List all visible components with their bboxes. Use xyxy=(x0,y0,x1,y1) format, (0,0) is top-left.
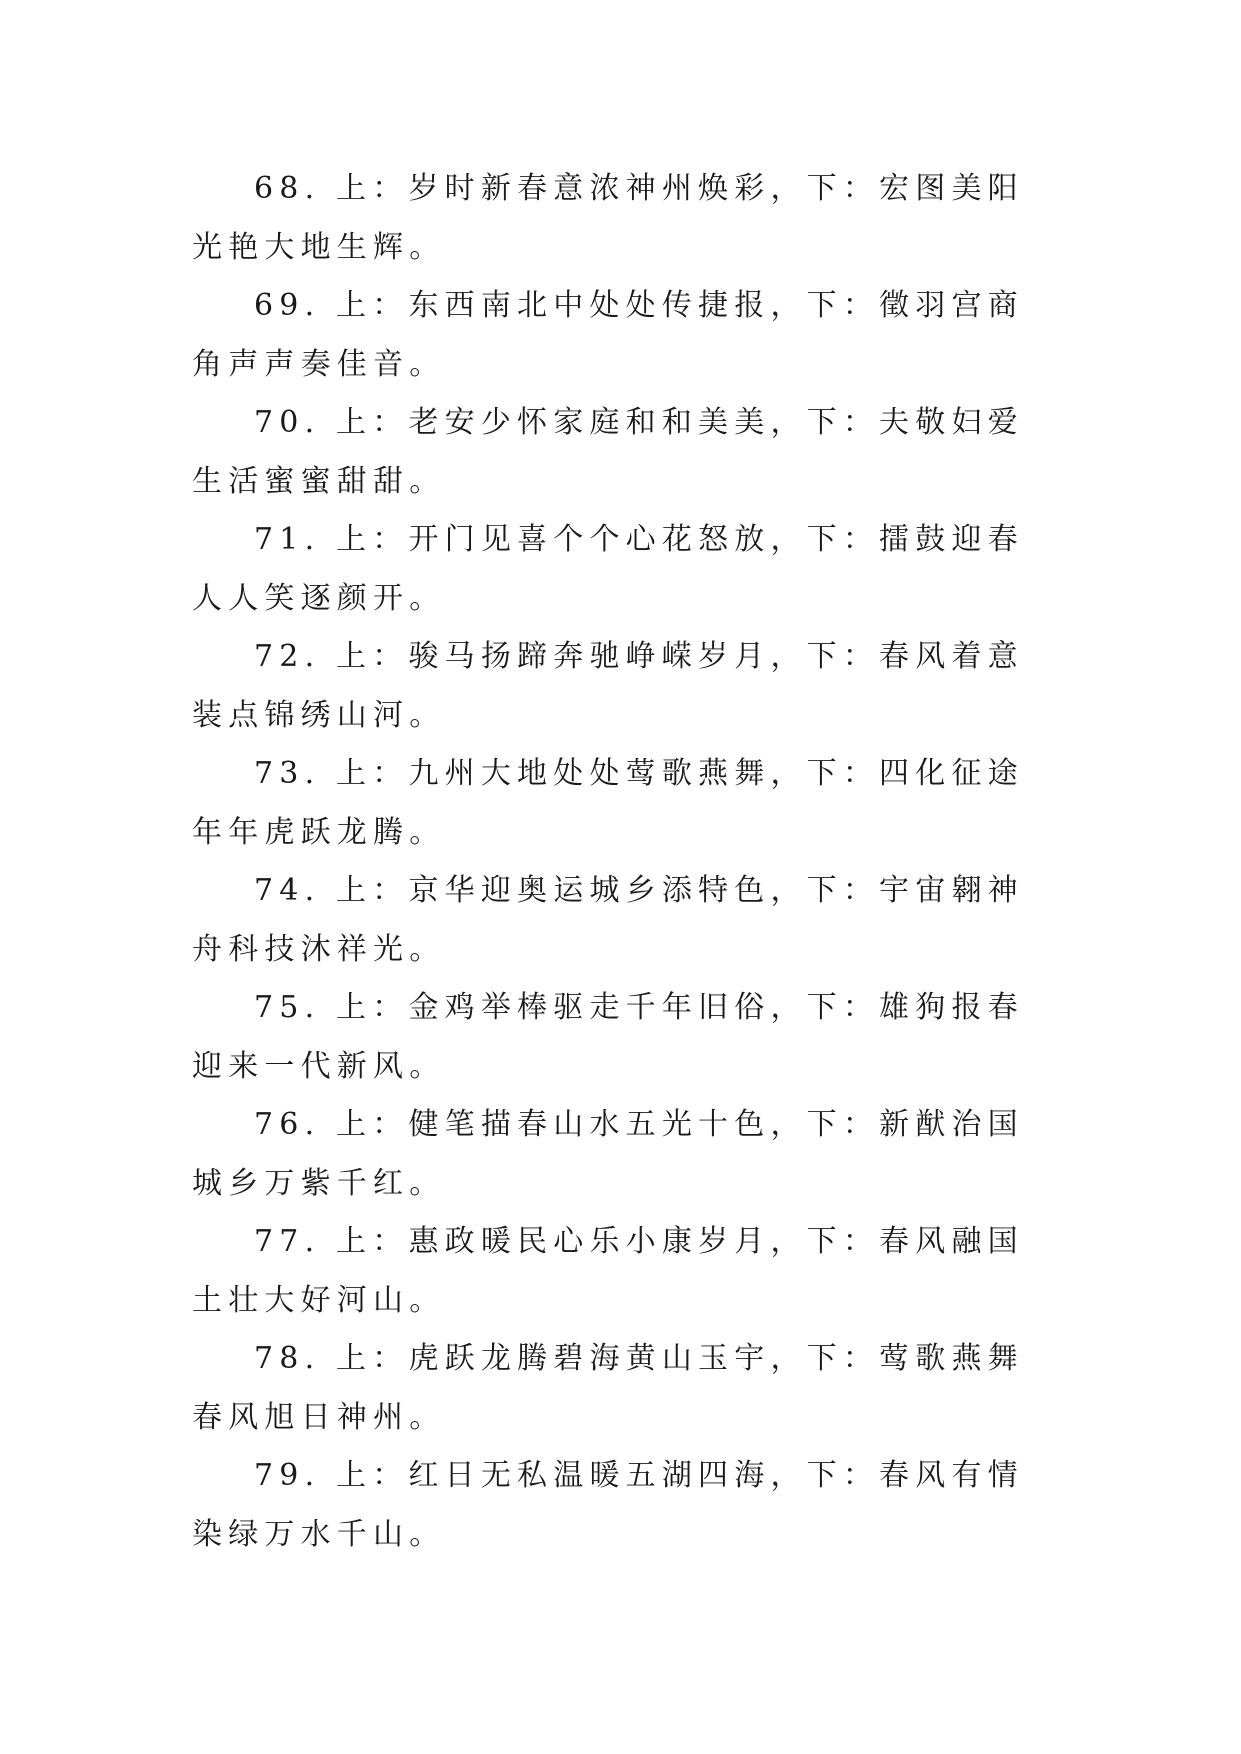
couplet-entry-76: 76. 上：健笔描春山水五光十色，下：新猷治国城乡万紫千红。 xyxy=(192,1107,1024,1201)
couplet-entry-70: 70. 上：老安少怀家庭和和美美，下：夫敬妇爱生活蜜蜜甜甜。 xyxy=(192,405,1024,499)
couplet-entry-77: 77. 上：惠政暖民心乐小康岁月，下：春风融国土壮大好河山。 xyxy=(192,1224,1024,1318)
couplet-entry-69: 69. 上：东西南北中处处传捷报，下：徵羽宫商角声声奏佳音。 xyxy=(192,288,1024,382)
couplet-list xyxy=(192,160,1060,1564)
couplet-entry-73: 73. 上：九州大地处处莺歌燕舞，下：四化征途年年虎跃龙腾。 xyxy=(192,756,1024,850)
couplet-entry-78: 78. 上：虎跃龙腾碧海黄山玉宇，下：莺歌燕舞春风旭日神州。 xyxy=(192,1341,1024,1435)
couplet-entry-68: 68. 上：岁时新春意浓神州焕彩，下：宏图美阳光艳大地生辉。 xyxy=(192,171,1024,265)
couplet-entry-79: 79. 上：红日无私温暖五湖四海，下：春风有情染绿万水千山。 xyxy=(192,1458,1024,1552)
couplet-entry-75: 75. 上：金鸡举棒驱走千年旧俗，下：雄狗报春迎来一代新风。 xyxy=(192,990,1024,1084)
couplet-entry-74: 74. 上：京华迎奥运城乡添特色，下：宇宙翱神舟科技沐祥光。 xyxy=(192,873,1024,967)
couplet-entry-71: 71. 上：开门见喜个个心花怒放，下：擂鼓迎春人人笑逐颜开。 xyxy=(192,522,1024,616)
couplet-entry-72: 72. 上：骏马扬蹄奔驰峥嵘岁月，下：春风着意装点锦绣山河。 xyxy=(192,639,1024,733)
